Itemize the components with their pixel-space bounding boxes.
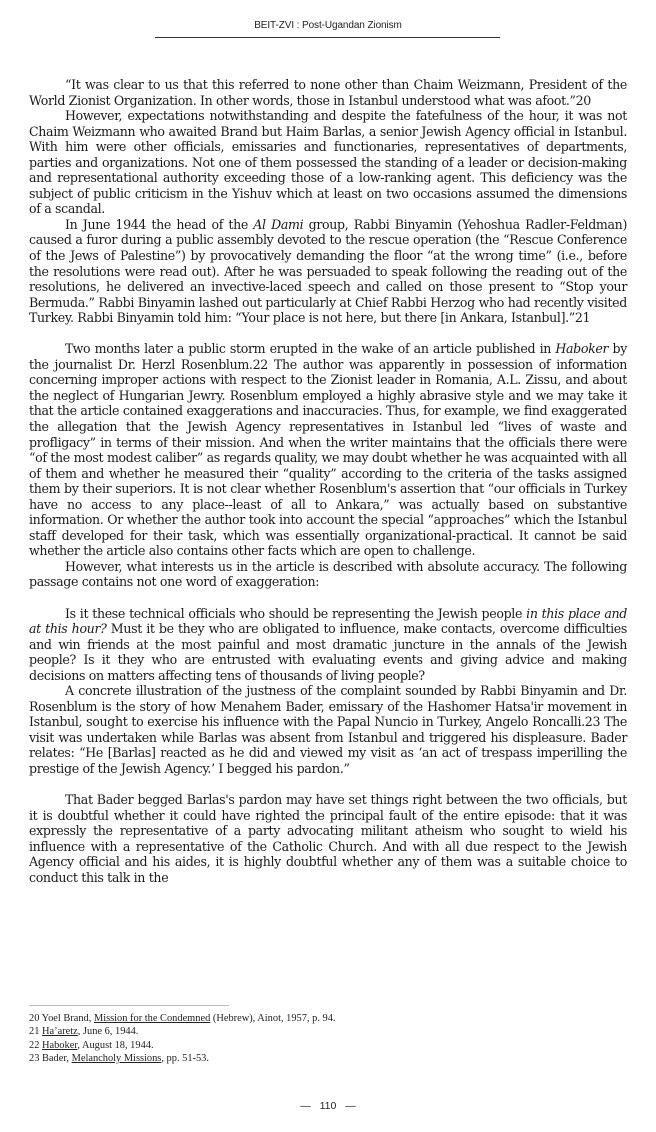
page-number: — 110 — xyxy=(300,1100,356,1112)
body-text xyxy=(29,77,627,885)
paragraph-barlas: However, expectations notwithstanding and despite the fatefulness of the hour, it was not Chaim Weizmann who awaited Brand but Haim Barlas, a senior Jewish Agency official in Istanbul. With him were other officials, emissaries and functionaries, representatives of departments, parties and organizations. Not one of them possessed the standing of a leader or decision-making and representational authority exceeding those of a low-ranking agent. This deficiency was the subject of public criticism in the Yishuv which at least on two occasions assumed the dimensions of a scandal. xyxy=(29,108,627,217)
paragraph-bader-pardon: That Bader begged Barlas's pardon may have set things right between the two officials, but it is doubtful whether it could have righted the principal fault of the entire episode: that it was expressly the representative of a party advocating militant atheism who sought to wield his influence with a representative of the Catholic Church. And with all due respect to the Jewish Agency official and his aides, it is highly doubtful whether any of them was a suitable choice to conduct this talk in the xyxy=(29,792,627,885)
text-run: , pp. 51-53. xyxy=(161,1052,209,1064)
paragraph-al-dami xyxy=(29,217,627,326)
block-quote xyxy=(29,606,627,684)
paragraph-bader-roncalli: A concrete illustration of the justness of the complaint sounded by Rabbi Binyamin and Dr. Rosenblum is the story of how Menahem Bader, emissary of the Hashomer Hatsa'ir movement in Istanbul, sought to exercise his influence with the Papal Nuncio in Turkey, Angelo Roncalli.23 The visit was undertaken while Barlas was absent from Istanbul and triggered his displeasure. Bader relates: “He [Barlas] reacted as he did and viewed my visit as ‘an act of trespass imperilling the prestige of the Jewish Agency.’ I begged his pardon.” xyxy=(29,683,627,776)
footnote-title: Ha’aretz xyxy=(42,1026,78,1038)
footnote-22 xyxy=(29,1039,627,1052)
footnote-23 xyxy=(29,1052,627,1065)
paragraph-haboker-article xyxy=(29,341,627,559)
text-run: In June 1944 the head of the xyxy=(65,216,254,232)
text-run: Must it be they who are obligated to influence, make contacts, overcome difficulties and win friends at the most painful and most dramatic juncture in the annals of the Jewish people? Is it they who are entrusted with evaluating events and giving advice and making decisions on matters affecting tens of thousands of living people? xyxy=(29,621,627,683)
paragraph-accuracy: However, what interests us in the article is described with absolute accuracy. The following passage contains not one word of exaggeration: xyxy=(29,558,627,590)
footnote-21 xyxy=(29,1025,627,1038)
text-run: Is it these technical officials who should be representing the Jewish people xyxy=(65,605,527,621)
text-run: , August 18, 1944. xyxy=(77,1039,154,1051)
footnote-rule xyxy=(29,1005,229,1006)
text-run: Bader, xyxy=(42,1052,72,1064)
footnote-number: 22 xyxy=(29,1039,40,1051)
text-run: group, Rabbi Binyamin (Yehoshua Radler-Feldman) caused a furor during a public assembly devoted to the rescue operation (the “Rescue Conference of the Jews of Palestine”) by provocatively demanding the floor “at the wrong time” (i.e., before the resolutions were read out). After he was persuaded to speak following the reading out of the resolutions, he delivered an invective-laced speech and called on those present to “Stop your Bermuda.” Rabbi Binyamin lashed out particularly at Chief Rabbi Herzog who had recently visited Turkey. Rabbi Binyamin told him: “Your place is not here, but there [in Ankara, Istanbul].”21 xyxy=(29,216,628,326)
italic-text: Al Dami xyxy=(253,216,304,232)
footnote-title: Mission for the Condemned xyxy=(93,1013,211,1024)
running-head-title: BEIT-ZVI : Post-Ugandan Zionism xyxy=(254,20,402,31)
text-run: Yoel Brand, xyxy=(41,1013,94,1024)
italic-text: Haboker xyxy=(555,341,609,357)
text-run: (Hebrew), Ainot, 1957, p. 94. xyxy=(210,1013,336,1024)
footnote-number: 21 xyxy=(29,1026,40,1038)
footnote-20 xyxy=(29,1012,627,1025)
footnote-number: 23 xyxy=(29,1052,40,1064)
text-run: by the journalist Dr. Herzl Rosenblum.22 The author was apparently in possession of information concerning improper actions with respect to the Zionist leader in Romania, A.L. Zissu, and about the neglect of Hungarian Jewry. Rosenblum employed a highly abrasive style and we may take it that the article contained exaggerations and inaccuracies. Thus, for example, we find exaggerated the allegation that the Jewish Agency representatives in Istanbul led “lives of waste and profligacy” in terms of their mission. And when the writer maintains that the officials there were “of the most modest caliber” as regards quality, we may doubt whether he was acquainted with all of them and whether he measured their “quality” according to the criteria of the tasks assigned them by their superiors. It is not clear whether Rosenblum's assertion that “our officials in Turkey have no access to any place--least of all to Ankara,” was actually based on substantive information. Or whether the author took into account the special “approaches” which the Istanbul staff developed for their task, which was essentially organizational-practical. It cannot be said whether the article also contains other facts which are open to challenge. xyxy=(29,341,628,559)
footnote-number: 20 xyxy=(29,1013,40,1024)
text-run: , June 6, 1944. xyxy=(77,1026,139,1038)
header-rule xyxy=(155,37,500,38)
footnotes xyxy=(29,1012,627,1065)
italic-text: in this place and at this hour? xyxy=(29,605,627,637)
footnote-title: Melancholy Missions xyxy=(71,1052,162,1064)
footnote-title: Haboker xyxy=(42,1039,78,1051)
text-run: Two months later a public storm erupted in the wake of an article published in xyxy=(65,341,556,357)
paragraph-weizmann-quote: “It was clear to us that this referred to none other than Chaim Weizmann, President of the World Zionist Organization. In other words, those in Istanbul understood what was afoot.”20 xyxy=(29,77,627,108)
